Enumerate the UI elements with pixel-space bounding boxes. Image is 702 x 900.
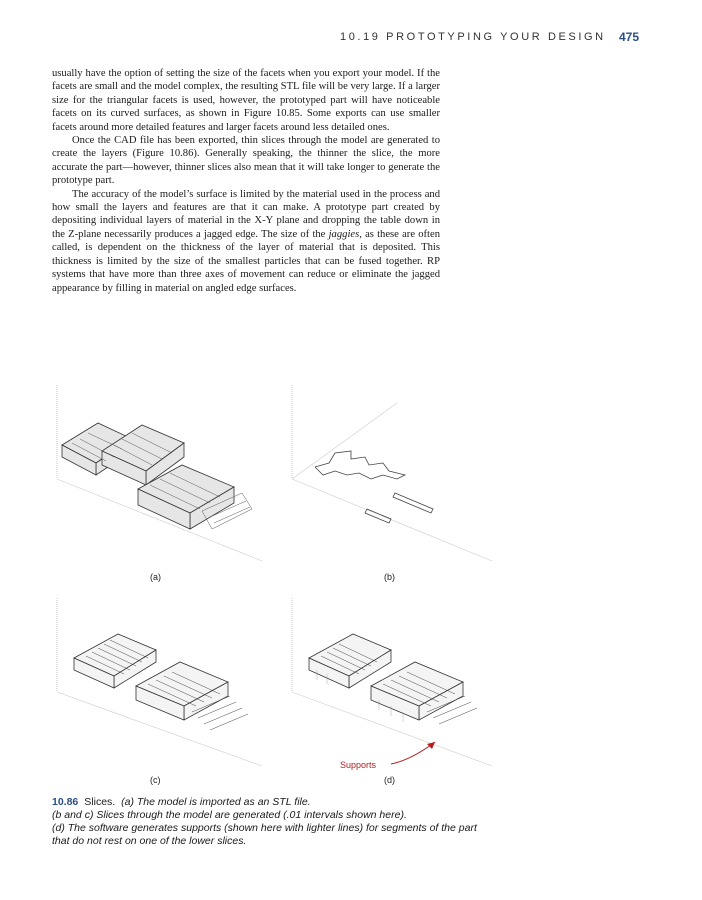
figure-panel-d [287, 596, 497, 768]
supports-arrowhead-icon [427, 742, 435, 749]
jaggies-term: jaggies [328, 228, 360, 240]
body-text [52, 67, 440, 295]
panel-label-a: (a) [150, 572, 161, 582]
figure-panel-c [52, 596, 267, 768]
figure-caption [52, 796, 492, 848]
paragraph-3 [52, 188, 440, 295]
caption-line-1 [52, 796, 492, 809]
figure-panel-a [52, 383, 267, 563]
figure-number: 10.86 [52, 796, 79, 808]
paragraph-3-text-end: , as these are often called, is dependent on the thickness of the layer of material that is deposited. This thickness is limited by the size of the smallest particles that can be fused together. RP systems that have more than three axes of movement can reduce or eliminate the jagged appearance by filling in material on angled edge surfaces. [52, 228, 440, 294]
paragraph-1: usually have the option of setting the size of the facets when you export your model. If the facets are small and the model complex, the resulting STL file will be very large. If a larger size for the triangular facets is used, however, the prototyped part will have noticeable facets on its curved surfaces, as shown in Figure 10.85. Some exports can use smaller facets around more detailed features and larger facets around less detailed ones. [52, 68, 440, 133]
caption-part-a: (a) The model is imported as an STL file. [121, 796, 311, 808]
panel-label-d: (d) [384, 775, 395, 785]
caption-part-d: (d) The software generates supports (shown here with lighter lines) for segments of the part that do not rest on one of the lower slices. [52, 822, 477, 847]
stl-model-illustration [52, 383, 267, 563]
supports-illustration [287, 596, 497, 768]
slices-illustration [287, 383, 497, 563]
paragraph-3-text-start: The accuracy of the model’s surface is limited by the material used in the process and how small the layers and features are that it can make. A prototype part created by depositing individual layers of material in the X-Y plane and dropping the table down in the Z-plane necessarily produces a jagged edge. The size of the [52, 188, 440, 240]
figure-panel-b [287, 383, 497, 563]
caption-part-bc: (b and c) Slices through the model are generated (.01 intervals shown here). [52, 809, 407, 821]
sliced-model-illustration [52, 596, 267, 768]
running-head: 10.19 PROTOTYPING YOUR DESIGN [340, 31, 606, 43]
panel-label-c: (c) [150, 775, 161, 785]
paragraph-2: Once the CAD file has been exported, thin slices through the model are generated to create the layers (Figure 10.86). Generally speaking, the thinner the slice, the more accurate the part—however, thinner slices also mean that it will take longer to generate the prototype part. [52, 135, 440, 187]
panel-label-b: (b) [384, 572, 395, 582]
supports-label: Supports [340, 760, 377, 770]
page-number: 475 [619, 30, 640, 44]
figure-title: Slices. [84, 796, 116, 808]
